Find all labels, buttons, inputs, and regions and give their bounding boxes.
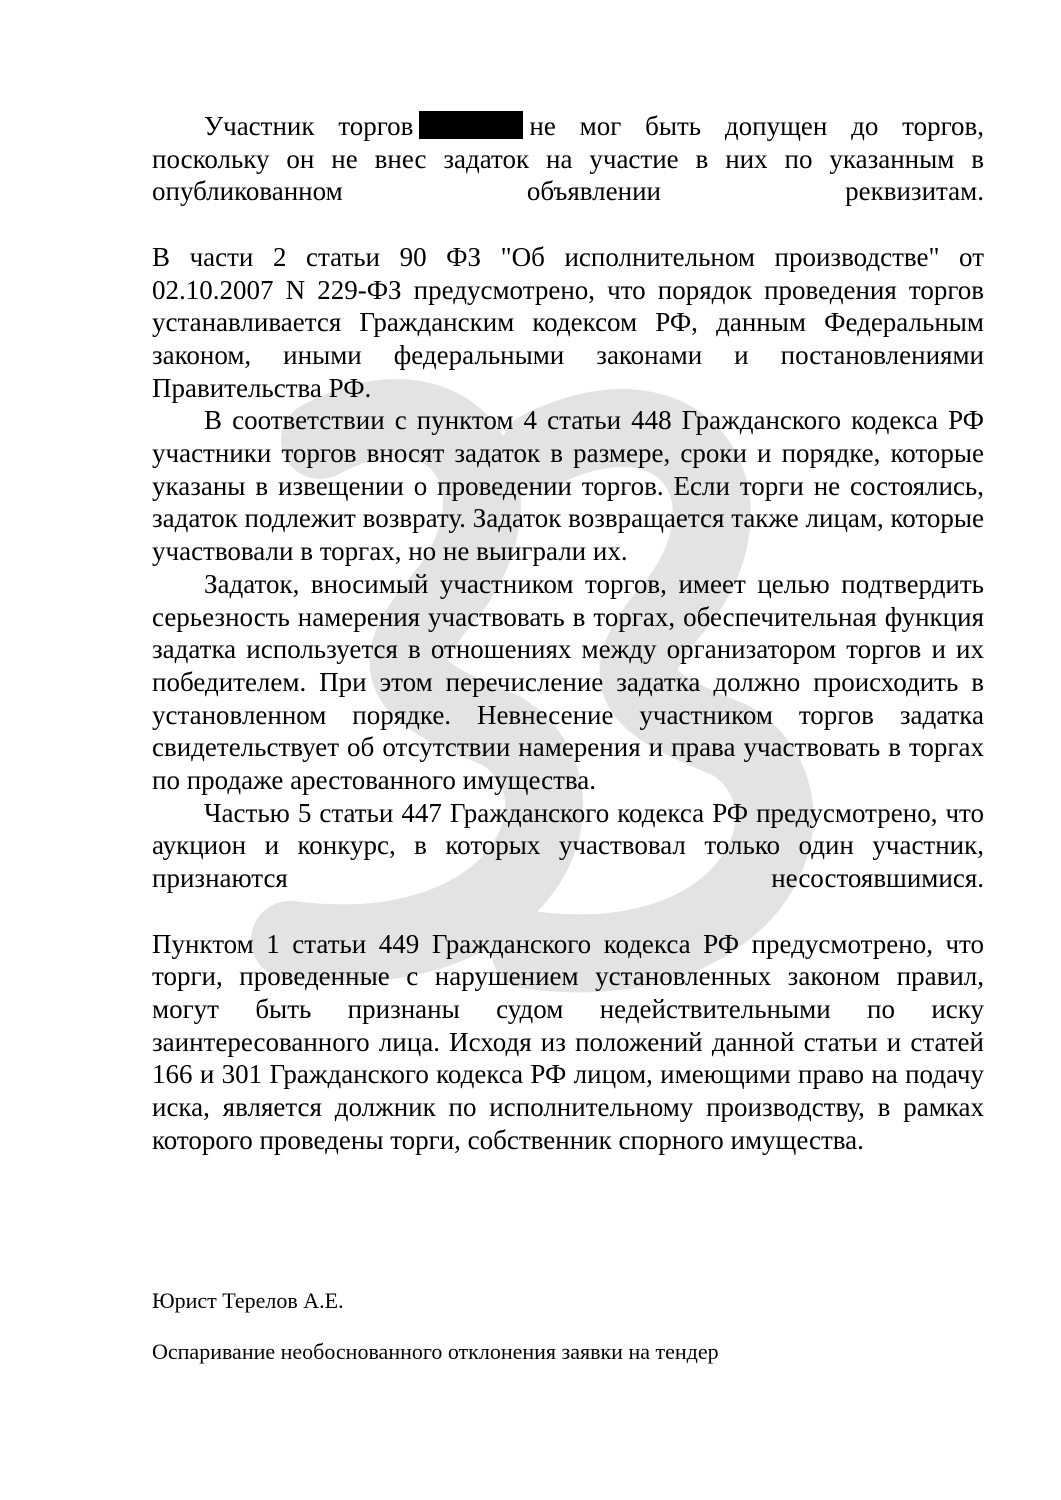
paragraph-gap bbox=[152, 895, 984, 928]
paragraph-6: Пунктом 1 статьи 449 Гражданского кодекса РФ предусмотрено, что торги, проведенные с нарушением установленных законом правил, могут быть признаны судом недействительными по иску заинтересованного лица. Исходя из положений данной статьи и статей 166 и 301 Гражданского кодекса РФ лицом, имеющими право на подачу иска, является должник по исполнительному производству, в рамках которого проведены торги, собственник спорного имущества. bbox=[152, 928, 984, 1155]
paragraph-5: Частью 5 статьи 447 Гражданского кодекса РФ предусмотрено, что аукцион и конкурс, в которых участвовал только один участник, признаются несостоявшимися. bbox=[152, 797, 984, 894]
paragraph-2: В части 2 статьи 90 ФЗ "Об исполнительном производстве" от 02.10.2007 N 229-ФЗ предусмотрено, что порядок проведения торгов устанавливается Гражданским кодексом РФ, данным Федеральным законом, иными федеральными законами и постановлениями Правительства РФ. bbox=[152, 241, 984, 403]
paragraph-1 bbox=[152, 110, 984, 208]
paragraph-1-end: не мог быть допущен до торгов, поскольку он не внес задаток на участие в них по указанным в опубликованном объявлении реквизитам. bbox=[152, 111, 985, 207]
paragraph-gap bbox=[152, 208, 984, 241]
paragraph-1-start: Участник торгов bbox=[204, 111, 414, 141]
signature: Юрист Терелов А.Е. bbox=[152, 1288, 344, 1313]
paragraph-4: Задаток, вносимый участником торгов, имеет целью подтвердить серьезность намерения участвовать в торгах, обеспечительная функция задатка используется в отношениях между организатором торгов и их победителем. При этом перечисление задатка должно происходить в установленном порядке. Невнесение участником торгов задатка свидетельствует об отсутствии намерения и права участвовать в торгах по продаже арестованного имущества. bbox=[152, 568, 984, 796]
document-body bbox=[152, 110, 984, 1156]
document-caption: Оспаривание необоснованного отклонения заявки на тендер bbox=[152, 1339, 719, 1364]
paragraph-3: В соответствии с пунктом 4 статьи 448 Гражданского кодекса РФ участники торгов вносят задаток в размере, сроки и порядке, которые указаны в извещении о проведении торгов. Если торги не состоялись, задаток подлежит возврату. Задаток возвращается также лицам, которые участвовали в торгах, но не выиграли их. bbox=[152, 405, 984, 567]
redaction-block bbox=[419, 111, 523, 139]
